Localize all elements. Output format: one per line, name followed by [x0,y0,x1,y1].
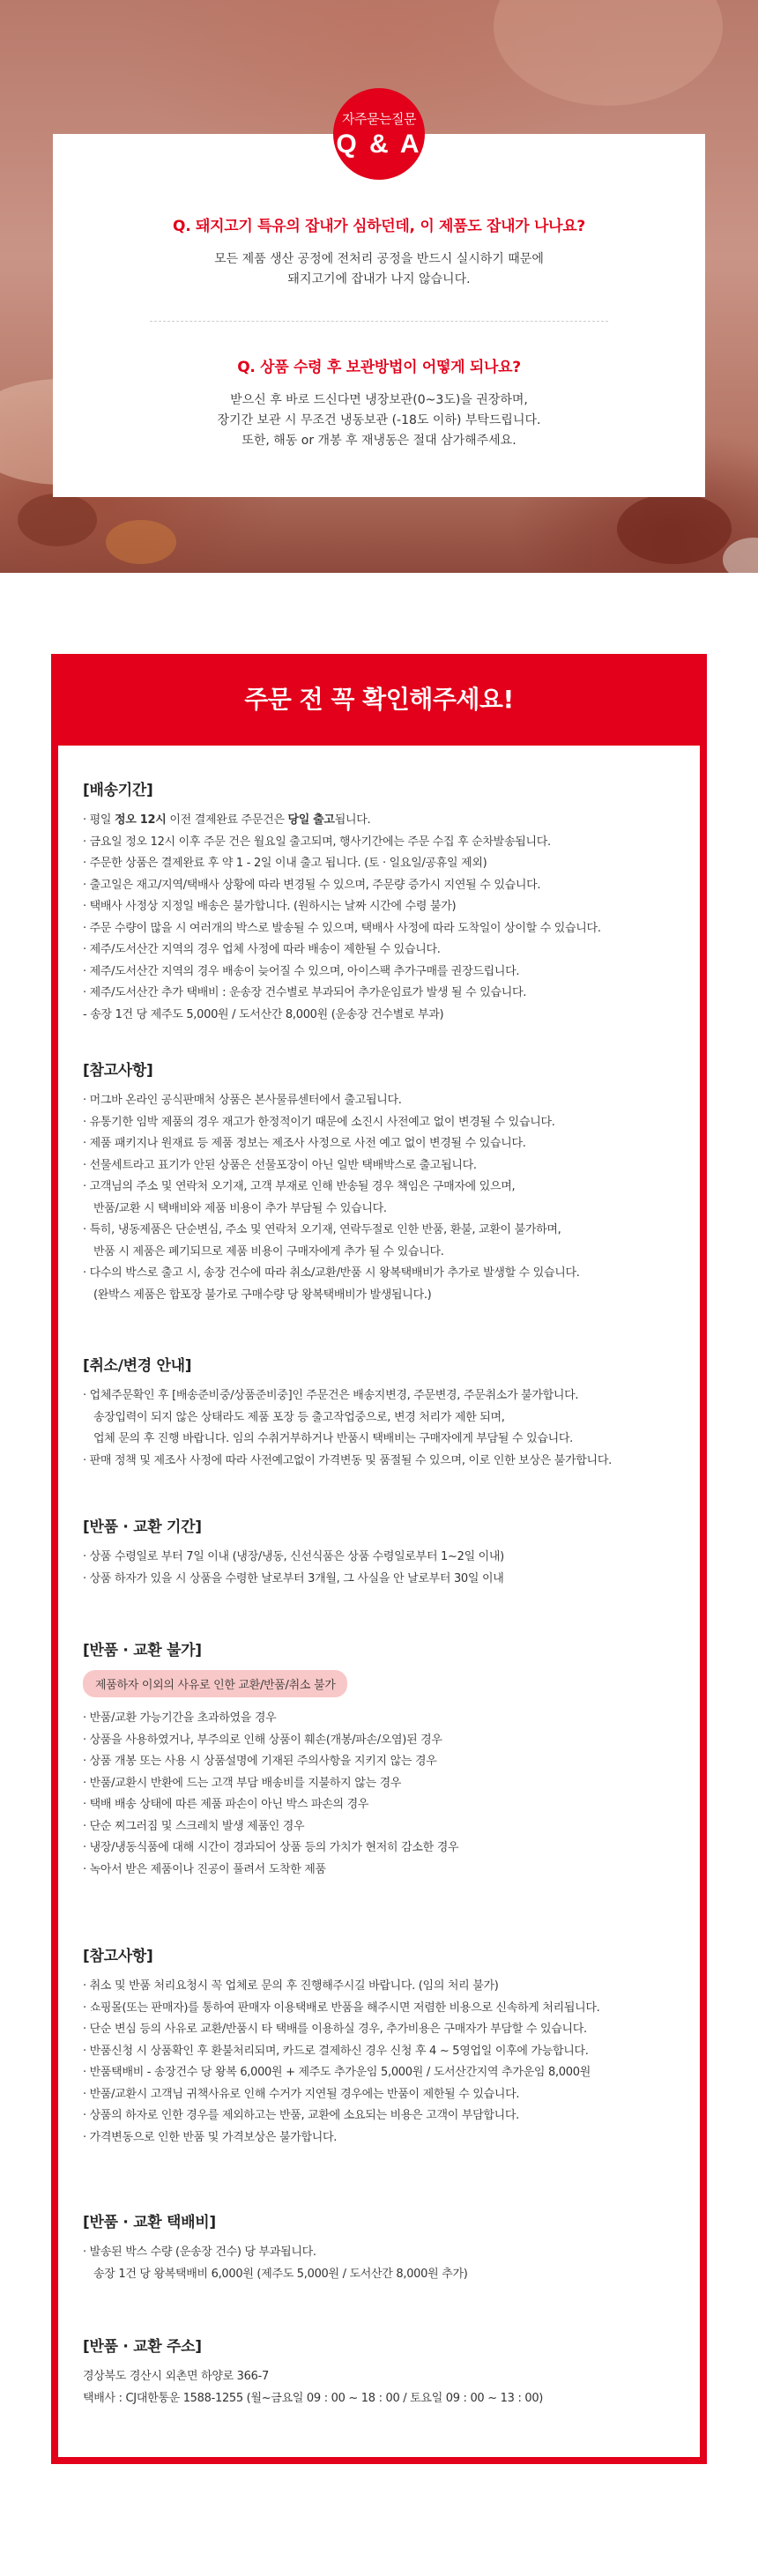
list-item: · 반품/교환시 고객님 귀책사유로 인해 수거가 지연될 경우에는 반품이 제한될 수 있습니다. [83,2087,520,2101]
list-item: 반품 시 제품은 폐기되므로 제품 비용이 구매자에게 추가 될 수 있습니다. [93,1244,444,1258]
list-item: · 상품 하자가 있을 시 상품을 수령한 날로부터 3개월, 그 사실을 안 날로부터 30일 이내 [83,1571,504,1585]
list-item: · 상품 수령일로 부터 7일 이내 (냉장/냉동, 신선식품은 상품 수령일로부터 1~2일 이내) [83,1550,504,1563]
list-item: · 머그바 온라인 공식판매처 상품은 본사물류센터에서 출고됩니다. [83,1094,402,1107]
qa-question: Q. 상품 수령 후 보관방법이 어떻게 되나요? [237,359,521,376]
return-address-section [83,2334,691,2409]
list-item: · 반품신청 시 상품확인 후 환불처리되며, 카드로 결제하신 경우 신청 후 4 ~ 5영업일 이후에 가능합니다. [83,2044,589,2058]
delivery-section [83,777,691,1026]
list-item: · 고객님의 주소 및 연락처 오기재, 고객 부재로 인해 반송될 경우 책임은 구매자에 있으며, [83,1180,516,1193]
list-item: (완박스 제품은 합포장 불가로 구매수량 당 왕복택배비가 발생됩니다.) [93,1288,432,1302]
list-item: 반품/교환 시 택배비와 제품 비용이 추가 부담될 수 있습니다. [93,1201,387,1215]
list-item: · 반품/교환 가능기간을 초과하였을 경우 [83,1711,277,1725]
list-item: · 제품 패키지나 원재료 등 제품 정보는 제조사 사정으로 사전 예고 없이 변경될 수 있습니다. [83,1137,526,1150]
list-item: · 단순 찌그러짐 및 스크레치 발생 제품인 경우 [83,1819,305,1833]
return-unavailable-badge: 제품하자 이외의 사유로 인한 교환/반품/취소 불가 [83,1670,347,1697]
list-item: · 주문한 상품은 결제완료 후 약 1 - 2일 이내 출고 됩니다. (토 · 일요일/공휴일 제외) [83,857,487,870]
hero-background-decoration [617,494,732,564]
section-title: [참고사항] [83,1948,153,1965]
qa-card [53,110,705,497]
section-title: [반품 · 교환 주소] [83,2338,202,2356]
list-item: · 단순 변심 등의 사유로 교환/반품시 타 택배를 이용하실 경우, 추가비용은 구매자가 부담할 수 있습니다. [83,2023,587,2036]
qa-item [53,213,705,290]
section-title: [반품 · 교환 불가] [83,1642,202,1659]
order-notice-box [51,654,707,2464]
list-item: · 유통기한 임박 제품의 경우 재고가 한정적이기 때문에 소진시 사전예고 없이 변경될 수 있습니다. [83,1115,555,1129]
hero-background-decoration [723,538,758,573]
section-title: [취소/변경 안내] [83,1357,192,1375]
list-item: · 제주/도서산간 지역의 경우 배송이 늦어질 수 있으며, 아이스팩 추가구매를 권장드립니다. [83,964,520,978]
list-item: 업체 문의 후 진행 바랍니다. 임의 수취거부하거나 반품시 택배비는 구매자에게 부담될 수 있습니다. [93,1432,573,1445]
qa-answer-line: 장기간 보관 시 무조건 냉동보관 (-18도 이하) 부탁드립니다. [217,413,541,427]
list-item: · 쇼핑몰(또는 판매자)를 통하여 판매자 이용택배로 반품을 해주시면 저렴한 비용으로 신속하게 처리됩니다. [83,2001,600,2015]
qa-answer [53,390,705,451]
reference-section-2 [83,1943,691,2149]
list-item: · 택배 배송 상태에 따른 제품 파손이 아닌 박스 파손의 경우 [83,1798,369,1811]
section-title: [배송기간] [83,782,153,799]
qa-answer-line: 또한, 해동 or 개봉 후 재냉동은 절대 삼가해주세요. [242,434,516,448]
list-item: · 제주/도서산간 지역의 경우 업체 사정에 따라 배송이 제한될 수 있습니다. [83,943,441,956]
list-item: 송장 1건 당 왕복택배비 6,000원 (제주도 5,000원 / 도서산간 8,000원 추가) [93,2267,468,2281]
list-item: · 주문 수량이 많을 시 여러개의 박스로 발송될 수 있으며, 택배사 사정에 따라 도착일이 상이할 수 있습니다. [83,921,601,935]
qa-item [53,354,705,451]
hero-background-decoration [494,0,723,106]
hero-background-decoration [106,520,176,564]
list-item: · 가격변동으로 인한 반품 및 가격보상은 불가합니다. [83,2130,338,2144]
list-item: · 특히, 냉동제품은 단순변심, 주소 및 연락처 오기재, 연락두절로 인한 반품, 환불, 교환이 불가하며, [83,1223,561,1236]
list-item: · 금요일 정오 12시 이후 주문 건은 월요일 출고되며, 행사기간에는 주문 수집 후 순차발송됩니다. [83,835,551,849]
list-item: · 발송된 박스 수량 (운송장 건수) 당 부과됩니다. [83,2246,316,2259]
list-item: · 녹아서 받은 제품이나 진공이 풀려서 도착한 제품 [83,1862,326,1876]
courier-info: 택배사 : CJ대한통운 1588-1255 (월~금요일 09 : 00 ~ 18 : 00 / 토요일 09 : 00 ~ 13 : 00) [83,2391,544,2405]
section-title: [반품 · 교환 택배비] [83,2214,216,2231]
list-item: · 평일 정오 12시 이전 결제완료 주문건은 당일 출고됩니다. [83,813,371,827]
hero-background-decoration [18,494,97,546]
list-item: · 출고일은 재고/지역/택배사 상황에 따라 변경될 수 있으며, 주문량 증가시 지연될 수 있습니다. [83,878,541,892]
section-title: [참고사항] [83,1062,153,1080]
qa-hero-section [0,0,758,573]
list-item: · 반품/교환시 반환에 드는 고객 부담 배송비를 지불하지 않는 경우 [83,1776,402,1790]
notice-header: 주문 전 꼭 확인해주세요! [58,661,700,746]
cancel-section [83,1353,691,1472]
return-period-section [83,1514,691,1590]
qa-badge-title: Q & A [336,129,422,159]
list-item: · 취소 및 반품 처리요청시 꼭 업체로 문의 후 진행해주시길 바랍니다. (임의 처리 불가) [83,1979,499,1993]
list-item: · 판매 정책 및 제조사 사정에 따라 사전예고없이 가격변동 및 품절될 수 있으며, 이로 인한 보상은 불가합니다. [83,1453,612,1467]
list-item: · 냉장/냉동식품에 대해 시간이 경과되어 상품 등의 가치가 현저히 감소한 경우 [83,1841,459,1854]
list-item: - 송장 1건 당 제주도 5,000원 / 도서산간 8,000원 (운송장 건수별로 부과) [83,1007,444,1021]
list-item: · 상품을 사용하였거나, 부주의로 인해 상품이 훼손(개봉/파손/오염)된 경우 [83,1733,442,1747]
reference-section-1 [83,1058,691,1306]
qa-divider [150,321,608,322]
qa-question: Q. 돼지고기 특유의 잡내가 심하던데, 이 제품도 잡내가 나나요? [173,218,585,235]
list-item: · 상품의 하자로 인한 경우를 제외하고는 반품, 교환에 소요되는 비용은 고객이 부담합니다. [83,2109,519,2122]
list-item: · 다수의 박스로 출고 시, 송장 건수에 따라 취소/교환/반품 시 왕복택배비가 추가로 발생할 수 있습니다. [83,1266,580,1280]
qa-answer-line: 받으신 후 바로 드신다면 냉장보관(0~3도)을 권장하며, [230,393,528,407]
list-item: · 상품 개봉 또는 사용 시 상품설명에 기재된 주의사항을 지키지 않는 경우 [83,1755,437,1768]
list-item: · 제주/도서산간 추가 택배비 : 운송장 건수별로 부과되어 추가운임료가 발생 될 수 있습니다. [83,986,527,999]
qa-answer [53,249,705,290]
qa-answer-line: 모든 제품 생산 공정에 전처리 공정을 반드시 실시하기 때문에 [214,252,544,266]
list-item: 송장입력이 되지 않은 상태라도 제품 포장 등 출고작업중으로, 변경 처리가 제한 되며, [93,1410,505,1424]
return-unavailable-section [83,1637,691,1881]
section-title: [반품 · 교환 기간] [83,1518,202,1536]
shipping-fee-section [83,2209,691,2285]
list-item: · 선물세트라고 표기가 안된 상품은 선물포장이 아닌 일반 택배박스로 출고됩니다. [83,1158,477,1172]
return-address: 경상북도 경산시 외촌면 하양로 366-7 [83,2370,269,2383]
list-item: · 반품택배비 - 송장건수 당 왕복 6,000원 + 제주도 추가운임 5,000원 / 도서산간지역 추가운임 8,000원 [83,2066,591,2079]
qa-badge [333,88,425,180]
qa-badge-small-text: 자주묻는질문 [342,110,416,127]
list-item: · 택배사 사정상 지정일 배송은 불가합니다. (원하시는 날짜 시간에 수령 불가) [83,900,457,913]
qa-answer-line: 돼지고기에 잡내가 나지 않습니다. [287,272,471,286]
list-item: · 업체주문확인 후 [배송준비중/상품준비중]인 주문건은 배송지변경, 주문변경, 주문취소가 불가합니다. [83,1389,579,1402]
